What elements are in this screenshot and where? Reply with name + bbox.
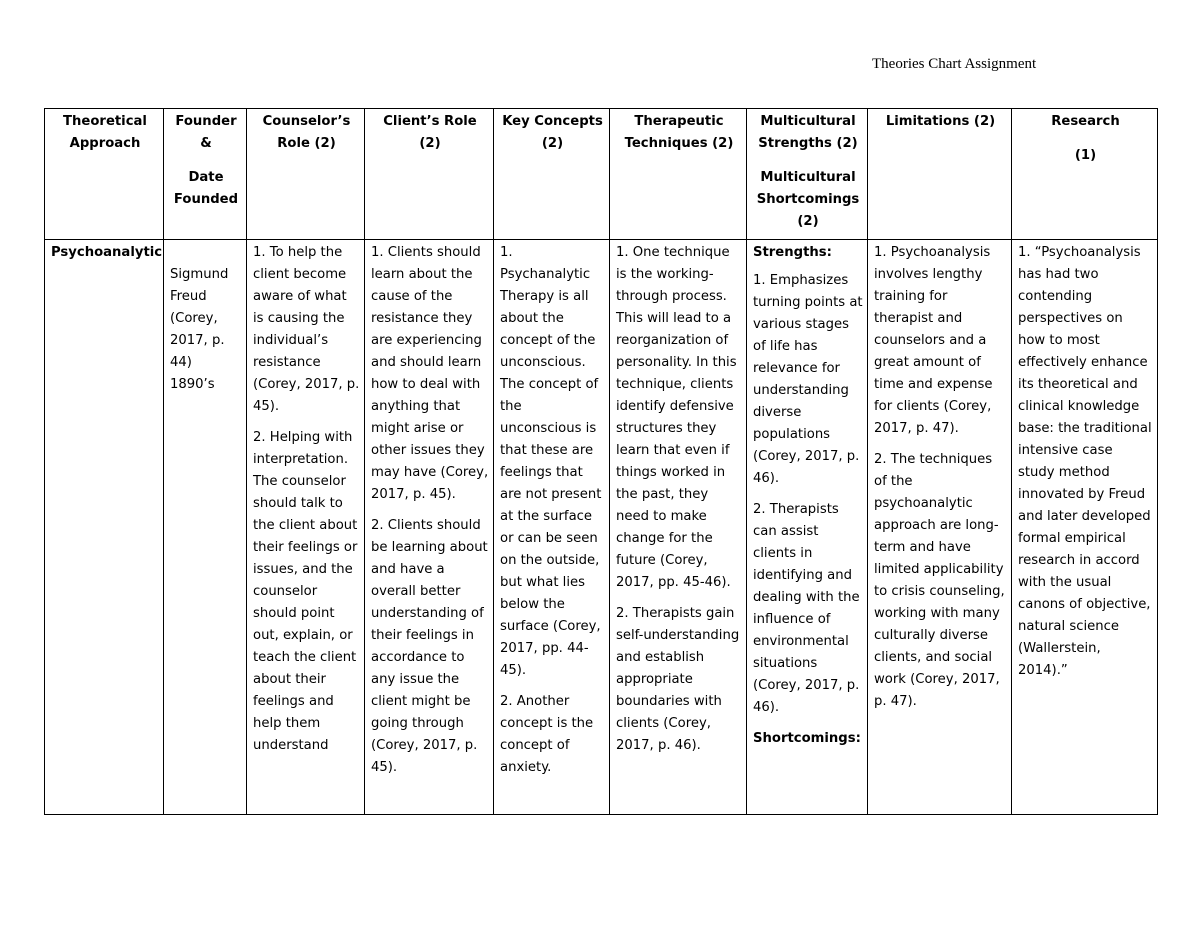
founder-line: (Corey, bbox=[170, 311, 218, 326]
cell-founder bbox=[164, 240, 247, 815]
header-multicultural bbox=[747, 109, 868, 240]
limitation-item: 1. Psychoanalysis involves lengthy training for therapist and counselors and a great amount of time and expense for clients (Corey, 2017, p. 47). bbox=[874, 245, 993, 436]
header-therapeutic-techniques bbox=[610, 109, 747, 240]
header-approach-line: Theoretical bbox=[63, 114, 147, 129]
header-founder-line: Founded bbox=[173, 192, 239, 207]
founder-line: 44) bbox=[170, 355, 192, 370]
header-multicultural-line: Multicultural bbox=[760, 114, 856, 129]
founder-line: Sigmund bbox=[170, 267, 229, 282]
cell-approach: Psychoanalytic bbox=[45, 240, 164, 815]
header-multicultural-line: Strengths (2) bbox=[758, 136, 858, 151]
theories-chart-table bbox=[44, 108, 1158, 815]
technique-item: 2. Therapists gain self-understanding and establish appropriate boundaries with clients (Corey, 2017, p. 46). bbox=[616, 606, 740, 753]
header-founder-line: Date bbox=[188, 170, 224, 185]
header-counselor-line: Counselor’s bbox=[262, 114, 351, 129]
header-counselor-line: Role (2) bbox=[277, 136, 336, 151]
counselor-role-item: 1. To help the client become aware of what is causing the individual’s resistance (Corey, 2017, p. 45). bbox=[253, 245, 360, 414]
header-concepts-line: Key Concepts bbox=[502, 114, 603, 129]
header-research-line: Research bbox=[1051, 114, 1120, 129]
research-item: 1. “Psychoanalysis has had two contending perspectives on how to most effectively enhance its theoretical and clinical knowledge base: the traditional intensive case study method innovated by Freud and later developed formal empirical research in accord with the usual canons of objective, natural science (Wallerstein, 2014).” bbox=[1018, 245, 1152, 678]
cell-limitations bbox=[868, 240, 1012, 815]
header-key-concepts bbox=[494, 109, 610, 240]
cell-key-concepts bbox=[494, 240, 610, 815]
strengths-label: Strengths: bbox=[753, 245, 832, 260]
key-concept-item: 1. Psychanalytic Therapy is all about the concept of the unconscious. The concept of the unconscious is that these are feelings that are not present at the surface or can be seen on the outside, but what lies below the surface (Corey, 2017, pp. 44-45). bbox=[500, 245, 602, 678]
header-founder-line: Founder bbox=[175, 114, 237, 129]
header-multicultural-line: Multicultural bbox=[760, 170, 856, 185]
header-research bbox=[1012, 109, 1158, 240]
client-role-item: 2. Clients should be learning about and have a overall better understanding of their feelings in accordance to any issue the client might be going through (Corey, 2017, p. 45). bbox=[371, 518, 488, 775]
header-limitations-line: Limitations (2) bbox=[885, 114, 996, 129]
limitation-item: 2. The techniques of the psychoanalytic approach are long-term and have limited applicability to crisis counseling, working with many culturally diverse clients, and social work (Corey, 2017, p. 47). bbox=[874, 452, 1005, 709]
header-client-line: Client’s Role (2) bbox=[383, 114, 477, 151]
strength-item: 1. Emphasizes turning points at various stages of life has relevance for understanding diverse populations (Corey, 2017, p. 46). bbox=[753, 273, 863, 486]
header-techniques-line: Therapeutic bbox=[634, 114, 724, 129]
technique-item: 1. One technique is the working-through process. This will lead to a reorganization of personality. In this technique, clients identify defensive structures they learn that even if things worked in the past, they need to make change for the future (Corey, 2017, pp. 45-46). bbox=[616, 245, 737, 590]
header-multicultural-line: (2) bbox=[797, 214, 819, 229]
table-row bbox=[45, 240, 1158, 815]
counselor-role-item: 2. Helping with interpretation. The counselor should talk to the client about their feelings or issues, and the counselor should point out, explain, or teach the client about their feelings and help them understand bbox=[253, 430, 358, 753]
document-header: Theories Chart Assignment bbox=[872, 56, 1037, 72]
cell-client-role bbox=[365, 240, 494, 815]
cell-therapeutic-techniques bbox=[610, 240, 747, 815]
cell-counselor-role bbox=[247, 240, 365, 815]
header-techniques-line: Techniques (2) bbox=[624, 136, 734, 151]
founder-line: Freud bbox=[170, 289, 207, 304]
client-role-item: 1. Clients should learn about the cause of the resistance they are experiencing and should learn how to deal with anything that might arise or other issues they may have (Corey, 2017, p. 45). bbox=[371, 245, 489, 502]
key-concept-item: 2. Another concept is the concept of anxiety. bbox=[500, 694, 594, 775]
header-research-line: (1) bbox=[1074, 148, 1097, 163]
cell-research bbox=[1012, 240, 1158, 815]
header-founder bbox=[164, 109, 247, 240]
founder-line: 1890’s bbox=[170, 377, 215, 392]
header-founder-line: & bbox=[200, 136, 212, 151]
header-client-role bbox=[365, 109, 494, 240]
header-multicultural-line: Shortcomings bbox=[756, 192, 860, 207]
header-approach-line: Approach bbox=[69, 136, 141, 151]
shortcomings-label: Shortcomings: bbox=[753, 731, 861, 746]
cell-multicultural bbox=[747, 240, 868, 815]
strength-item: 2. Therapists can assist clients in identifying and dealing with the influence of environmental situations (Corey, 2017, p. 46). bbox=[753, 502, 860, 715]
header-limitations bbox=[868, 109, 1012, 240]
header-row bbox=[45, 109, 1158, 240]
founder-line: 2017, p. bbox=[170, 333, 225, 348]
header-concepts-line: (2) bbox=[541, 136, 564, 151]
header-approach bbox=[45, 109, 164, 240]
header-counselor-role bbox=[247, 109, 365, 240]
